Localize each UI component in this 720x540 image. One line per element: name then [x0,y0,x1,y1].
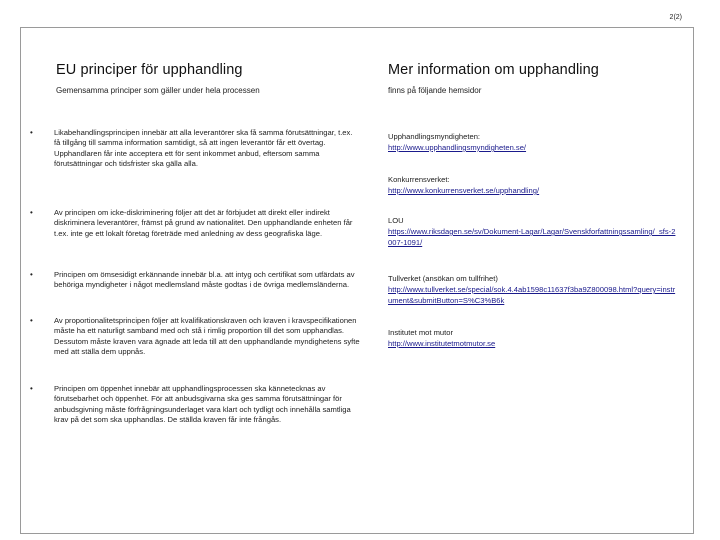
link-lou[interactable]: https://www.riksdagen.se/sv/Dokument-Lagar/Lagar/Svenskforfattningssamling/_sfs-2007-1091/ [388,227,676,247]
principle-text: Principen om öppenhet innebär att upphandlingsprocessen ska kännetecknas av förutsebarhet och öppenhet. För att anbudsgivarna ska ges samma förutsättningar för anbudsgivning måste förfrågningsunderlaget vara klart och tydligt och innehålla samtliga krav på det som ska upphandlas. De ställda kraven får inte frångås. [54,384,351,425]
link-label: Tullverket (ansökan om tullfrihet) [388,274,498,283]
bullet-icon: • [30,384,33,393]
bullet-icon: • [30,270,33,279]
principle-item [30,316,360,384]
link-institutet-mot-mutor[interactable]: http://www.institutetmotmutor.se [388,339,496,348]
link-block-lou [388,215,678,273]
principle-text: Av principen om icke-diskriminering följer att det är förbjudet att direkt eller indirekt diskriminera leverantörer, främst på grund av nationalitet. Den upphandlande enheten får t.ex. inte ge ett lokalt företag företräde med anledning av dess geografiska läge. [54,208,353,238]
principle-text: Av proportionalitetsprincipen följer att kvalifikationskraven och kraven i kravspecifikationen måste ha ett naturligt samband med och stå i rimlig proportion till det som upphandlas. Dessutom måste kraven vara ägnade att leda till att den upphandlande myndighetens syfte med att ställa dem uppnås. [54,316,360,357]
link-konkurrensverket[interactable]: http://www.konkurrensverket.se/upphandling/ [388,186,540,195]
principle-item [30,128,360,208]
link-label: Konkurrensverket: [388,175,450,184]
link-block-tullverket [388,273,678,327]
principle-item [30,208,360,270]
left-subtitle: Gemensamma principer som gäller under hela processen [56,86,260,95]
principles-list [30,128,360,426]
bullet-icon: • [30,208,33,217]
right-subtitle: finns på följande hemsidor [388,86,482,95]
bullet-icon: • [30,316,33,325]
link-block-konkurrensverket [388,174,678,215]
bullet-icon: • [30,128,33,137]
right-column-header [388,60,678,97]
link-upphandlingsmyndigheten[interactable]: http://www.upphandlingsmyndigheten.se/ [388,143,527,152]
link-tullverket[interactable]: http://www.tullverket.se/special/sok.4.4ab1598c11637f3ba9Z800098.html?query=instrument&submitButton=S%C3%B6k [388,285,676,305]
links-list [388,131,678,349]
left-column-header [56,60,356,97]
page-number: 2(2) [669,14,682,21]
right-title: Mer information om upphandling [388,62,599,78]
principle-text: Likabehandlingsprincipen innebär att alla leverantörer ska få samma förutsättningar, t.ex. få tillgång till samma information samtidigt, så att ingen leverantör får ett övertag. Upphandlaren får inte acceptera ett för sent inkommet anbud, eftersom samma förutsättningar och tidsfrister ska gälla alla. [54,128,353,169]
link-label: Institutet mot mutor [388,328,453,337]
left-title: EU principer för upphandling [56,62,243,78]
link-label: Upphandlingsmyndigheten: [388,132,481,141]
principle-item [30,384,360,426]
principle-item [30,270,360,316]
principle-text: Principen om ömsesidigt erkännande innebär bl.a. att intyg och certifikat som utfärdats av behöriga myndigheter i något medlemsland måste godtas i de övriga medlemsländerna. [54,270,355,290]
link-label: LOU [388,216,404,225]
link-block-upphandlingsmyndigheten [388,131,678,174]
link-block-institutet-mot-mutor [388,327,678,349]
